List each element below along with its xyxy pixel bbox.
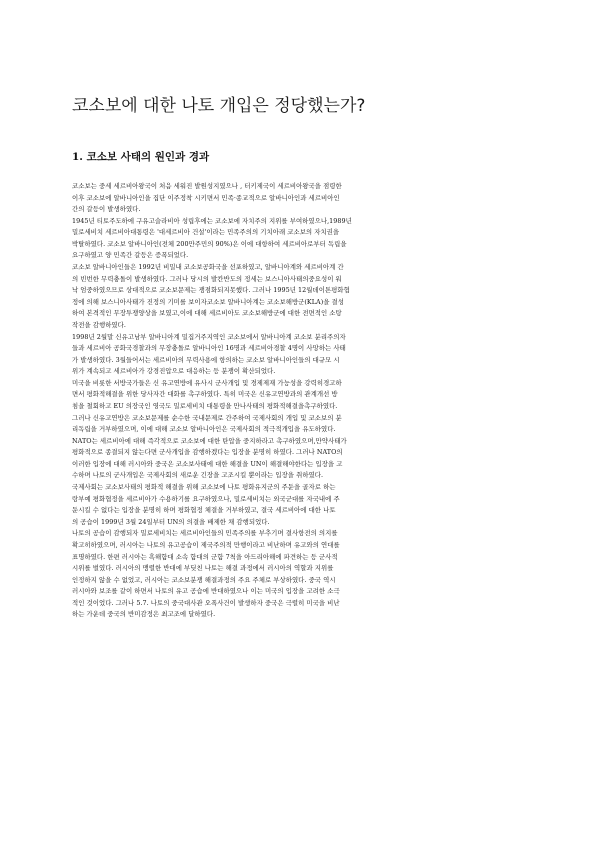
text-line: 러시아와 보조를 같이 하면서 나토의 유고 공습에 반대하였으나 이는 미국의 입장을 고려한 소극 bbox=[72, 587, 340, 596]
text-line: 둔시킬 수 없다는 입장을 분명히 하며 평화협정 체결을 거부하였고, 결국 세르비아에 대한 나토 bbox=[72, 506, 336, 515]
text-line: 가 발생하였다. 3월들어서는 세르비아의 무력사용에 항의하는 코소보 알바니아인들의 대규모 시 bbox=[72, 355, 340, 364]
text-line: 적인 것이었다. 그러나 5.7. 나토의 중국대사관 오폭사건이 발생하자 중국은 극렬히 미국을 비난 bbox=[72, 598, 340, 607]
body-text bbox=[72, 181, 534, 621]
text-line: 그러나 신유고연방은 코소보문제를 순수한 국내문제로 간주하여 국제사회의 개입 및 코소보의 분 bbox=[72, 413, 342, 422]
text-line: 국제사회는 코소보사태의 평화적 해결을 위해 코소보에 나토 평화유지군의 주둔을 골자로 하는 bbox=[72, 483, 336, 492]
text-line: 수하며 나토의 군사개입은 국제사회의 새로운 긴장을 고조시킬 뿐이라는 입장을 취하였다. bbox=[72, 471, 324, 480]
text-line: 면서 평화적해결을 위한 당사자간 대화를 촉구하였다. 특히 미국은 신유고연방과의 관계개선 방 bbox=[72, 390, 338, 399]
text-line: 침을 철회하고 EU 의장국인 영국도 밀로세비치 대통령을 만나사태의 평화적해결을촉구하였다. bbox=[72, 401, 338, 410]
text-line: 낙 엄중하였으므로 상대적으로 코소보문제는 쟁점화되지못했다. 그러나 1995년 12월데이톤평화협 bbox=[72, 286, 350, 295]
text-line: 평화적으로 종결되지 않는다면 군사개입을 감행하겠다는 입장을 분명히 하였다. 그러나 NATO의 bbox=[72, 448, 343, 457]
text-line: 1998년 2월말 신유고남부 알바니아계 밀집거주지역인 코소보에서 알바니아계 코소보 분리주의자 bbox=[72, 332, 346, 341]
text-line: 미국을 비롯한 서방국가들은 신 유고연방에 유사시 군사개입 및 경제제재 가능성을 강력히경고하 bbox=[72, 378, 342, 387]
text-line: 표명하였다. 한편 러시아는 흑해함대 소속 함대의 군함 7척을 아드리아해에 파견하는 등 군사적 bbox=[72, 552, 338, 561]
text-line: 코소보는 중세 세르비아왕국이 처음 세워진 발원성지였으나 , 터키제국이 세르비아왕국을 점령한 bbox=[72, 182, 342, 190]
text-line: 의 공습이 1999년 3월 24일부터 UN의 의결을 배제한 채 감행되었다. bbox=[72, 517, 270, 526]
text-line: 밀로세비치 세르비아대통령은 '대세르비아 건설'이라는 민족주의의 기치아래 코소보의 자치권을 bbox=[72, 228, 340, 237]
text-line: 요구하였고 양 민족간 갈등은 증폭되었다. bbox=[72, 251, 189, 260]
text-line: 하는 가운데 중국의 반미감정은 최고조에 달하였다. bbox=[72, 610, 216, 619]
text-line: 들과 세르비아 공화국경찰과의 무장충돌로 알바니아인 16명과 세르비아경찰 4명이 사망하는 사태 bbox=[72, 344, 346, 353]
text-line: 1945년 티토주도하에 구유고슬라비아 성립후에는 코소보에 자치주의 지위를 부여하였으나,1989년 bbox=[72, 216, 352, 225]
text-line: 리독립을 거부하였으며, 이에 대해 코소보 알바니아인은 국제사회의 적극적개입을 유도하였다. bbox=[72, 425, 336, 434]
text-line: 인정하지 않을 수 없었고, 러시아는 코소보분쟁 해결과정의 주요 주체로 부상하였다. 중국 역시 bbox=[72, 575, 336, 584]
section-heading: 1. 코소보 사태의 원인과 경과 bbox=[72, 151, 210, 163]
text-line: 의 빈번한 무력충돌이 발생하였다. 그러나 당시의 발칸반도의 정세는 보스니아사태의중요성이 워 bbox=[72, 274, 342, 283]
text-line: 확고히하였으며, 러시아는 나토의 유고공습이 제국주의적 만행이라고 비난하며 유고와의 연대를 bbox=[72, 540, 340, 549]
text-line: 하여 본격적인 무장투쟁양상을 보였고,이에 대해 세르비아도 코소보해방군에 대한 전면적인 소탕 bbox=[72, 309, 342, 318]
text-line: 박탈하였다. 코소보 알바니아인(전체 200만주민의 90%)은 이에 대항하여 세르비아로부터 독립을 bbox=[72, 239, 347, 248]
text-line: 간의 갈등이 발생하였다. bbox=[72, 205, 141, 214]
text-line: 나토의 공습이 감행되자 밀로세비치는 세르비아인들의 민족주의를 부추기며 결사항전의 의지를 bbox=[72, 529, 338, 538]
text-line: 랑부예 평화협정을 세르비아가 수용하기를 요구하였으나, 밀로세비치는 외국군대를 자국내에 주 bbox=[72, 494, 340, 503]
text-line: 이후 코소보에 알바니아인을 집단 이주정착 시키면서 민족·종교적으로 알바니아인과 세르비아인 bbox=[72, 193, 340, 202]
text-line: 작전을 감행하였다. bbox=[72, 320, 126, 329]
text-line: 시위를 벌였다. 러시아의 맹렬한 반대에 부딪친 나토는 해결 과정에서 러시아의 역할과 지위를 bbox=[72, 564, 334, 573]
text-line: 이러한 입장에 대해 러시아와 중국은 코소보사태에 대한 해결을 UN이 해결해야한다는 입장을 고 bbox=[72, 459, 343, 468]
document-title: 코소보에 대한 나토 개입은 정당했는가? bbox=[72, 96, 366, 116]
text-line: 위가 계속되고 세르비아가 강경진압으로 대응하는 등 분쟁이 확산되었다. bbox=[72, 367, 276, 376]
text-line: 코소보 알바니아인들은 1992년 비밀내 코소보공화국을 선포하였고, 알바니아계와 세르비아계 간 bbox=[72, 263, 344, 272]
text-line: 정에 의해 보스니아사태가 진정의 기미를 보이자코소보 알바니아계는 코소보해방군(KLA)을 결성 bbox=[72, 297, 345, 306]
text-line: NATO는 세르비아에 대해 즉각적으로 코소보에 대한 탄압을 중지하라고 촉구하였으며,만약사태가 bbox=[72, 436, 347, 445]
